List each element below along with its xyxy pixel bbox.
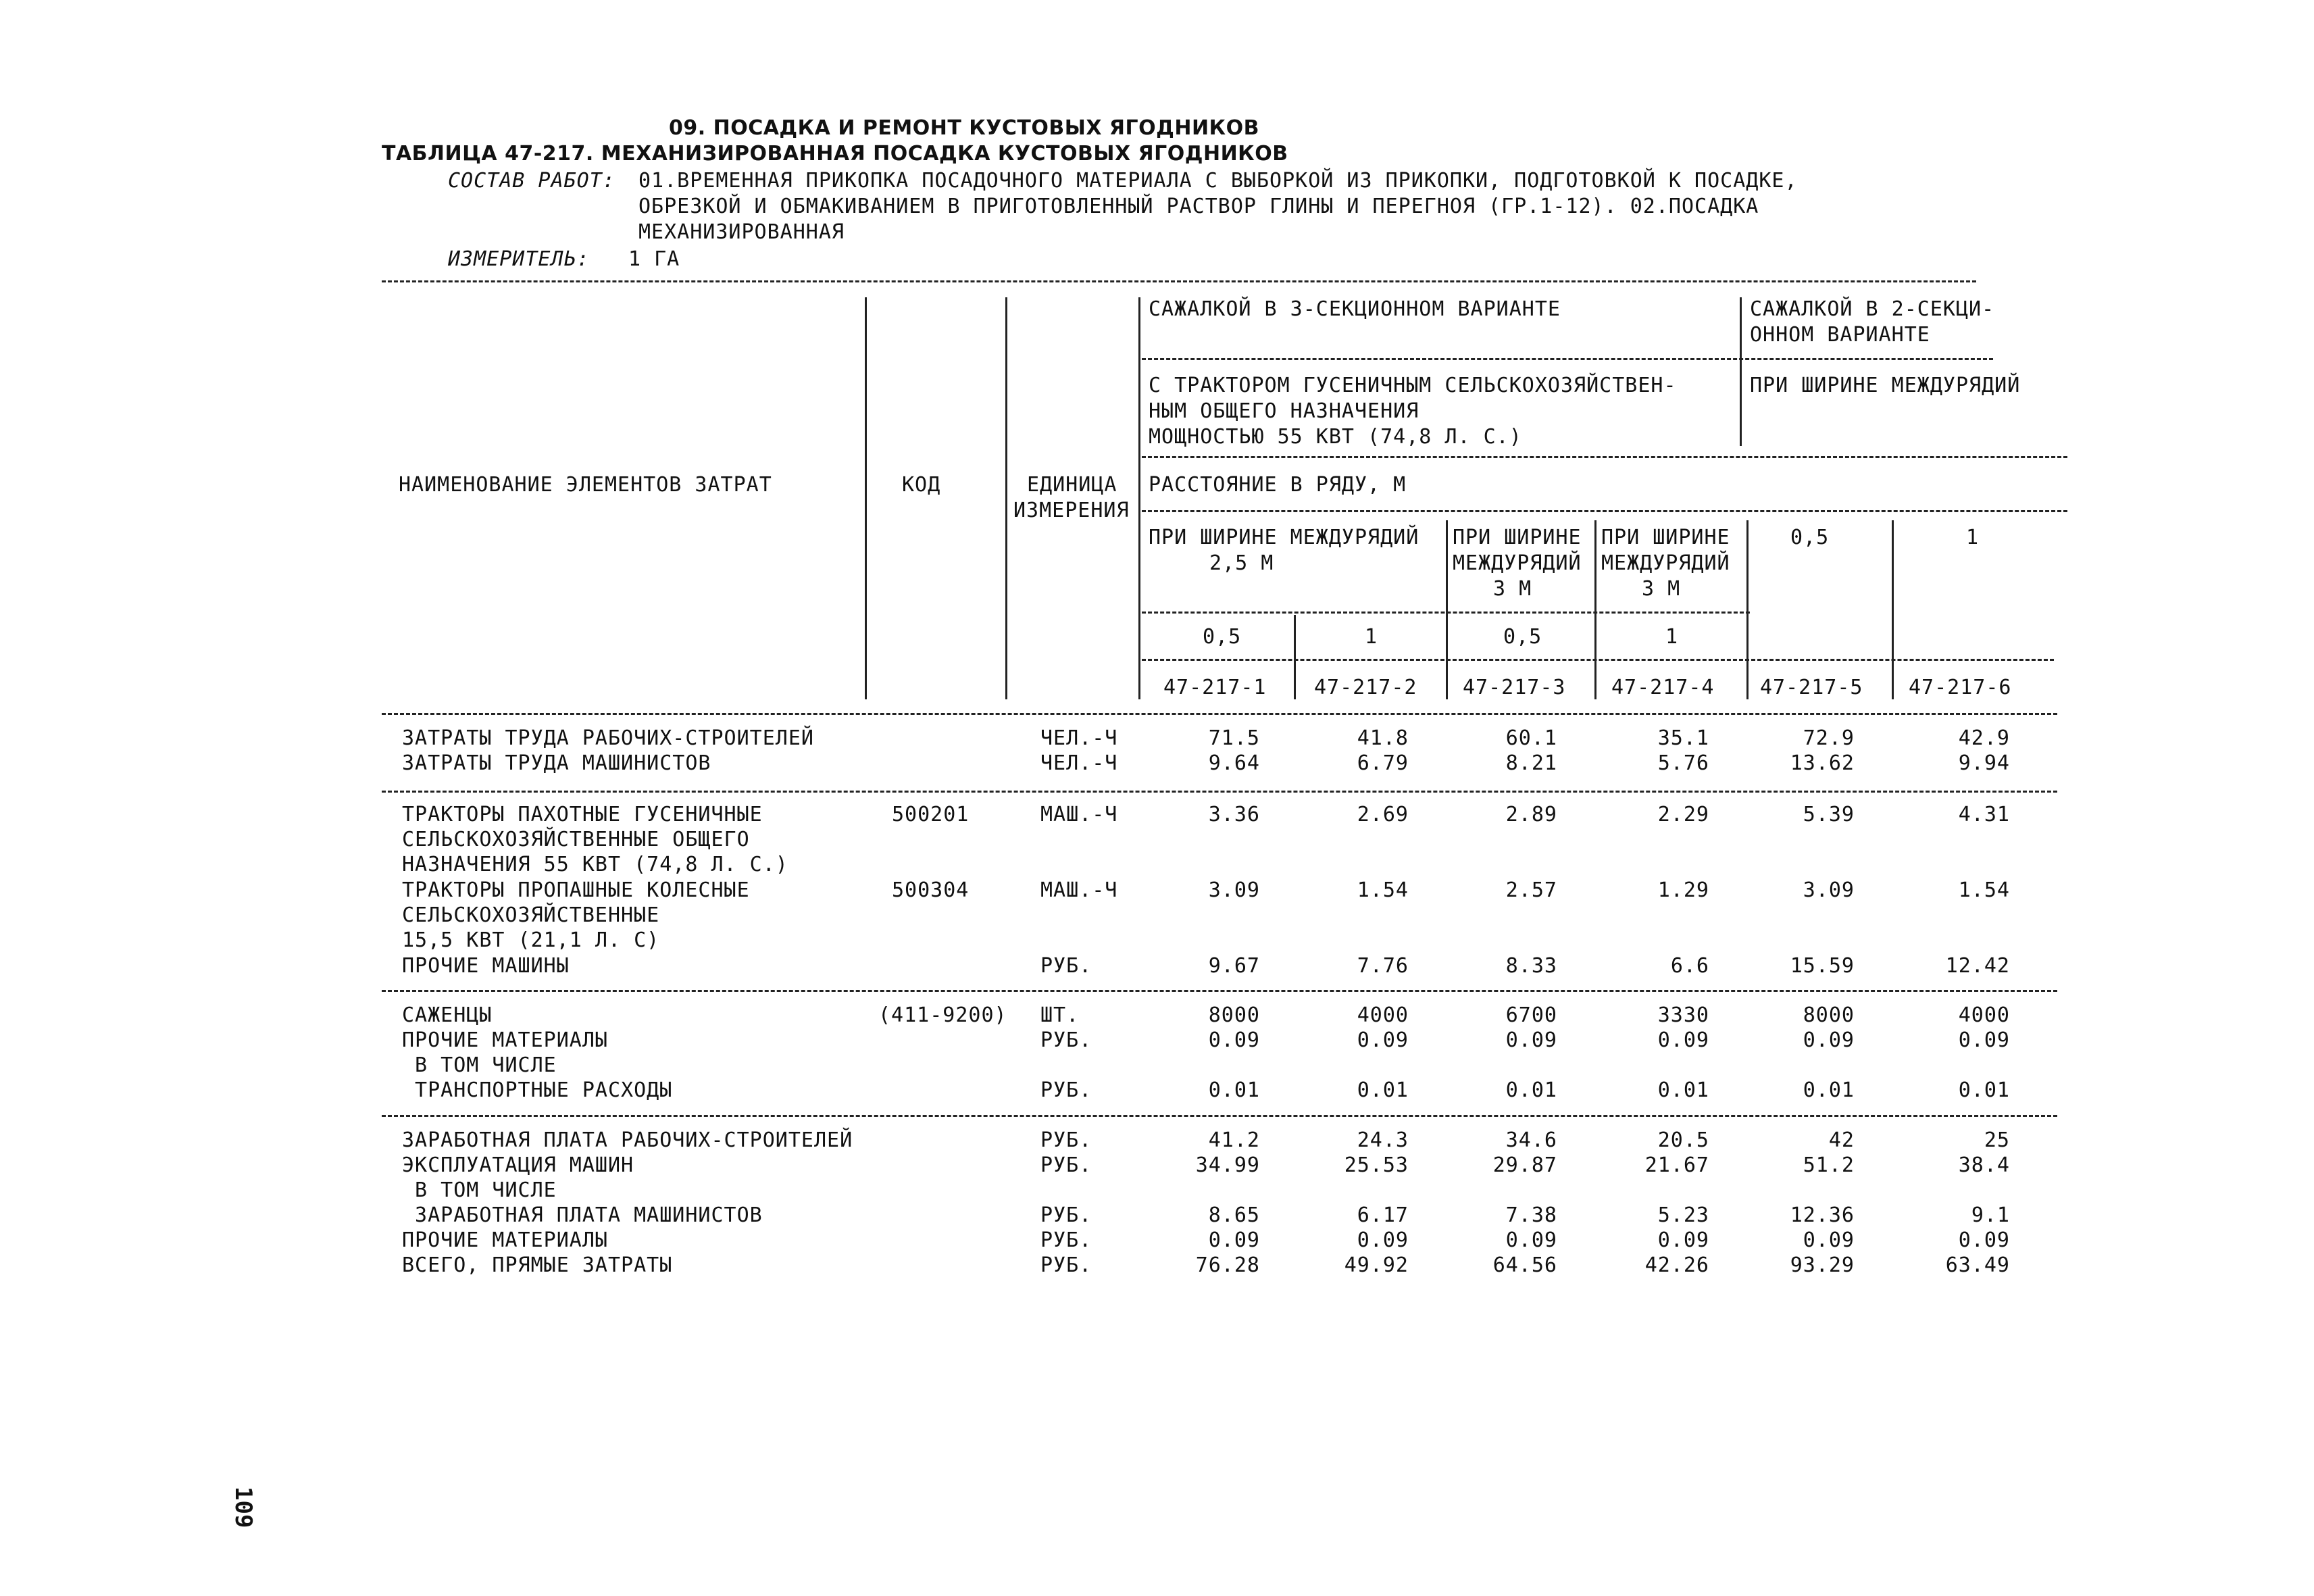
dist-2: 1 [1365,625,1378,649]
table-title: ТАБЛИЦА 47-217. МЕХАНИЗИРОВАННАЯ ПОСАДКА КУСТОВЫХ ЯГОДНИКОВ [382,142,1288,166]
col-code-header: КОД [902,473,941,497]
row-name: В ТОМ ЧИСЛЕ [402,1178,557,1202]
row-value: 0.09 [1803,1228,1855,1252]
row-unit: ШТ. [1040,1003,1080,1027]
code-6: 47-217-6 [1909,676,2012,699]
row-value: 25 [1984,1128,2010,1152]
row-name: СЕЛЬСКОХОЗЯЙСТВЕННЫЕ ОБЩЕГО [402,828,750,851]
row-unit: РУБ. [1040,1128,1092,1152]
section-rule-2 [382,990,2057,992]
row-value: 0.01 [1208,1078,1260,1102]
composition-line-1: 01.ВРЕМЕННАЯ ПРИКОПКА ПОСАДОЧНОГО МАТЕРИАЛА С ВЫБОРКОЙ ИЗ ПРИКОПКИ, ПОДГОТОВКОЙ К ПОСАДКЕ, [638,169,1798,193]
row-value: 60.1 [1505,726,1557,750]
dist-1: 0,5 [1203,625,1242,649]
width-3a-line-2: МЕЖДУРЯДИЙ [1453,551,1582,575]
row-value: 0.09 [1357,1228,1409,1252]
row-unit: ЧЕЛ.-Ч [1040,726,1118,750]
row-value: 8000 [1803,1003,1855,1027]
tractor-line-1: С ТРАКТОРОМ ГУСЕНИЧНЫМ СЕЛЬСКОХОЗЯЙСТВЕН- [1149,374,1677,397]
row-name: 15,5 КВТ (21,1 Л. С) [402,928,660,952]
row-value: 3.09 [1803,878,1855,902]
row-value: 8.33 [1505,954,1557,978]
row-value: 41.2 [1208,1128,1260,1152]
head-divider-values [1138,297,1140,699]
row-name: ТРАКТОРЫ ПРОПАШНЫЕ КОЛЕСНЫЕ [402,878,750,902]
group-3sec-title: САЖАЛКОЙ В 3-СЕКЦИОННОМ ВАРИАНТЕ [1149,297,1561,321]
tractor-line-3: МОЩНОСТЬЮ 55 КВТ (74,8 Л. С.) [1149,425,1522,449]
row-value: 2.89 [1505,803,1557,826]
row-value: 29.87 [1492,1153,1557,1177]
width-3a-line-3: 3 М [1493,577,1532,601]
row-value: 3.09 [1208,878,1260,902]
meter-label: ИЗМЕРИТЕЛЬ: [448,247,590,271]
row-value: 9.1 [1971,1203,2010,1227]
row-value: 2.29 [1657,803,1709,826]
row-name: ЗАРАБОТНАЯ ПЛАТА МАШИНИСТОВ [402,1203,763,1227]
row-value: 0.09 [1357,1028,1409,1052]
row-value: 4000 [1958,1003,2010,1027]
row-value: 5.39 [1803,803,1855,826]
width-25-line-2: 2,5 М [1209,551,1274,575]
head-divider-mid2 [1594,520,1596,699]
width-3b-line-2: МЕЖДУРЯДИЙ [1601,551,1730,575]
row-value: 13.62 [1790,751,1855,775]
row-value: 7.38 [1505,1203,1557,1227]
head-rule-4 [1142,612,1750,614]
code-4: 47-217-4 [1611,676,1715,699]
group-2sec-title-2: ОННОМ ВАРИАНТЕ [1750,323,1930,347]
row-unit: МАШ.-Ч [1040,803,1118,826]
composition-label: СОСТАВ РАБОТ: [448,169,615,193]
row-value: 0.09 [1505,1028,1557,1052]
row-value: 49.92 [1344,1253,1409,1277]
row-value: 20.5 [1657,1128,1709,1152]
width-25-line-1: ПРИ ШИРИНЕ МЕЖДУРЯДИЙ [1149,526,1419,549]
row-value: 0.01 [1803,1078,1855,1102]
row-value: 6.17 [1357,1203,1409,1227]
row-value: 12.42 [1945,954,2010,978]
row-value: 2.69 [1357,803,1409,826]
tractor-line-2: НЫМ ОБЩЕГО НАЗНАЧЕНИЯ [1149,399,1419,423]
row-unit: РУБ. [1040,1228,1092,1252]
row-value: 4.31 [1958,803,2010,826]
row-value: 1.29 [1657,878,1709,902]
row-name: ВСЕГО, ПРЯМЫЕ ЗАТРАТЫ [402,1253,673,1277]
head-divider-mid [1446,520,1448,699]
row-code: (411-9200) [878,1003,1007,1027]
row-value: 38.4 [1958,1153,2010,1177]
row-value: 0.09 [1208,1028,1260,1052]
row-value: 34.99 [1195,1153,1260,1177]
row-name: В ТОМ ЧИСЛЕ [402,1053,557,1077]
head-divider-unit [1005,297,1007,699]
row-name: НАЗНАЧЕНИЯ 55 КВТ (74,8 Л. С.) [402,853,788,876]
head-rule-1 [1142,358,1993,360]
group-2sec-title-1: САЖАЛКОЙ В 2-СЕКЦИ- [1750,297,1995,321]
row-value: 42.26 [1644,1253,1709,1277]
head-divider-2sec [1740,297,1742,446]
width-1-2sec: 1 [1966,526,1980,549]
row-value: 6.6 [1670,954,1709,978]
composition-line-3: МЕХАНИЗИРОВАННАЯ [638,220,845,244]
code-2: 47-217-2 [1314,676,1417,699]
row-value: 42.9 [1958,726,2010,750]
head-rule-2 [1142,456,2067,458]
width-2sec: ПРИ ШИРИНЕ МЕЖДУРЯДИЙ [1750,374,2021,397]
row-value: 41.8 [1357,726,1409,750]
composition-line-2: ОБРЕЗКОЙ И ОБМАКИВАНИЕМ В ПРИГОТОВЛЕННЫЙ РАСТВОР ГЛИНЫ И ПЕРЕГНОЯ (ГР.1-12). 02.ПОСАДКА [638,195,1759,218]
page-number: 109 [230,1487,257,1528]
head-rule-5 [1142,659,2054,661]
code-1: 47-217-1 [1163,676,1267,699]
row-unit: МАШ.-Ч [1040,878,1118,902]
row-value: 3.36 [1208,803,1260,826]
row-value: 0.09 [1208,1228,1260,1252]
row-name: ЗАРАБОТНАЯ ПЛАТА РАБОЧИХ-СТРОИТЕЛЕЙ [402,1128,853,1152]
dist-4: 1 [1665,625,1679,649]
code-3: 47-217-3 [1463,676,1566,699]
row-code: 500201 [892,803,970,826]
row-value: 7.76 [1357,954,1409,978]
width-05-2sec: 0,5 [1790,526,1830,549]
table-top-rule [382,280,1976,282]
row-unit: РУБ. [1040,1078,1092,1102]
row-value: 93.29 [1790,1253,1855,1277]
row-value: 24.3 [1357,1128,1409,1152]
row-value: 63.49 [1945,1253,2010,1277]
row-value: 1.54 [1958,878,2010,902]
width-3a-line-1: ПРИ ШИРИНЕ [1453,526,1582,549]
width-3b-line-1: ПРИ ШИРИНЕ [1601,526,1730,549]
row-value: 9.94 [1958,751,2010,775]
head-rule-3 [1142,510,2067,512]
row-value: 0.01 [1357,1078,1409,1102]
row-value: 5.23 [1657,1203,1709,1227]
row-value: 9.64 [1208,751,1260,775]
section-rule-1 [382,791,2057,793]
row-value: 76.28 [1195,1253,1260,1277]
head-divider-mid4 [1892,520,1894,699]
row-value: 8.65 [1208,1203,1260,1227]
row-value: 4000 [1357,1003,1409,1027]
row-name: ЗАТРАТЫ ТРУДА РАБОЧИХ-СТРОИТЕЛЕЙ [402,726,814,750]
row-distance-header: РАССТОЯНИЕ В РЯДУ, М [1149,473,1407,497]
row-name: ПРОЧИЕ МАТЕРИАЛЫ [402,1228,608,1252]
row-value: 5.76 [1657,751,1709,775]
row-value: 1.54 [1357,878,1409,902]
row-name: ПРОЧИЕ МАШИНЫ [402,954,570,978]
row-value: 6.79 [1357,751,1409,775]
row-value: 8.21 [1505,751,1557,775]
row-value: 8000 [1208,1003,1260,1027]
row-value: 0.09 [1505,1228,1557,1252]
row-value: 3330 [1657,1003,1709,1027]
row-unit: РУБ. [1040,1028,1092,1052]
head-bottom-rule [382,713,2057,715]
meter-value: 1 ГА [628,247,680,271]
row-value: 21.67 [1644,1153,1709,1177]
code-5: 47-217-5 [1760,676,1863,699]
head-divider-mid3 [1746,520,1749,699]
row-name: ЭКСПЛУАТАЦИЯ МАШИН [402,1153,634,1177]
width-3b-line-3: 3 М [1642,577,1681,601]
col-unit-header-1: ЕДИНИЦА [1027,473,1117,497]
section-title: 09. ПОСАДКА И РЕМОНТ КУСТОВЫХ ЯГОДНИКОВ [669,116,1259,140]
row-value: 0.01 [1505,1078,1557,1102]
row-value: 64.56 [1492,1253,1557,1277]
row-name: ТРАКТОРЫ ПАХОТНЫЕ ГУСЕНИЧНЫЕ [402,803,763,826]
head-divider-d1 [1294,615,1296,699]
head-divider-code [865,297,867,699]
row-unit: ЧЕЛ.-Ч [1040,751,1118,775]
row-value: 9.67 [1208,954,1260,978]
row-value: 0.09 [1803,1028,1855,1052]
row-value: 2.57 [1505,878,1557,902]
row-value: 0.01 [1657,1078,1709,1102]
row-value: 0.09 [1657,1028,1709,1052]
row-name: СЕЛЬСКОХОЗЯЙСТВЕННЫЕ [402,903,660,927]
row-value: 35.1 [1657,726,1709,750]
row-name: ТРАНСПОРТНЫЕ РАСХОДЫ [402,1078,673,1102]
row-value: 34.6 [1505,1128,1557,1152]
col-name-header: НАИМЕНОВАНИЕ ЭЛЕМЕНТОВ ЗАТРАТ [399,473,772,497]
row-unit: РУБ. [1040,954,1092,978]
dist-3: 0,5 [1503,625,1542,649]
row-unit: РУБ. [1040,1153,1092,1177]
row-value: 0.01 [1958,1078,2010,1102]
row-value: 25.53 [1344,1153,1409,1177]
row-value: 6700 [1505,1003,1557,1027]
row-unit: РУБ. [1040,1253,1092,1277]
row-unit: РУБ. [1040,1203,1092,1227]
col-unit-header-2: ИЗМЕРЕНИЯ [1013,499,1130,522]
row-value: 12.36 [1790,1203,1855,1227]
row-value: 0.09 [1958,1028,2010,1052]
row-value: 72.9 [1803,726,1855,750]
row-value: 51.2 [1803,1153,1855,1177]
row-value: 71.5 [1208,726,1260,750]
row-value: 42 [1828,1128,1855,1152]
row-code: 500304 [892,878,970,902]
row-name: САЖЕНЦЫ [402,1003,493,1027]
row-name: ЗАТРАТЫ ТРУДА МАШИНИСТОВ [402,751,711,775]
row-value: 0.09 [1958,1228,2010,1252]
row-value: 0.09 [1657,1228,1709,1252]
section-rule-3 [382,1115,2057,1117]
row-name: ПРОЧИЕ МАТЕРИАЛЫ [402,1028,608,1052]
row-value: 15.59 [1790,954,1855,978]
